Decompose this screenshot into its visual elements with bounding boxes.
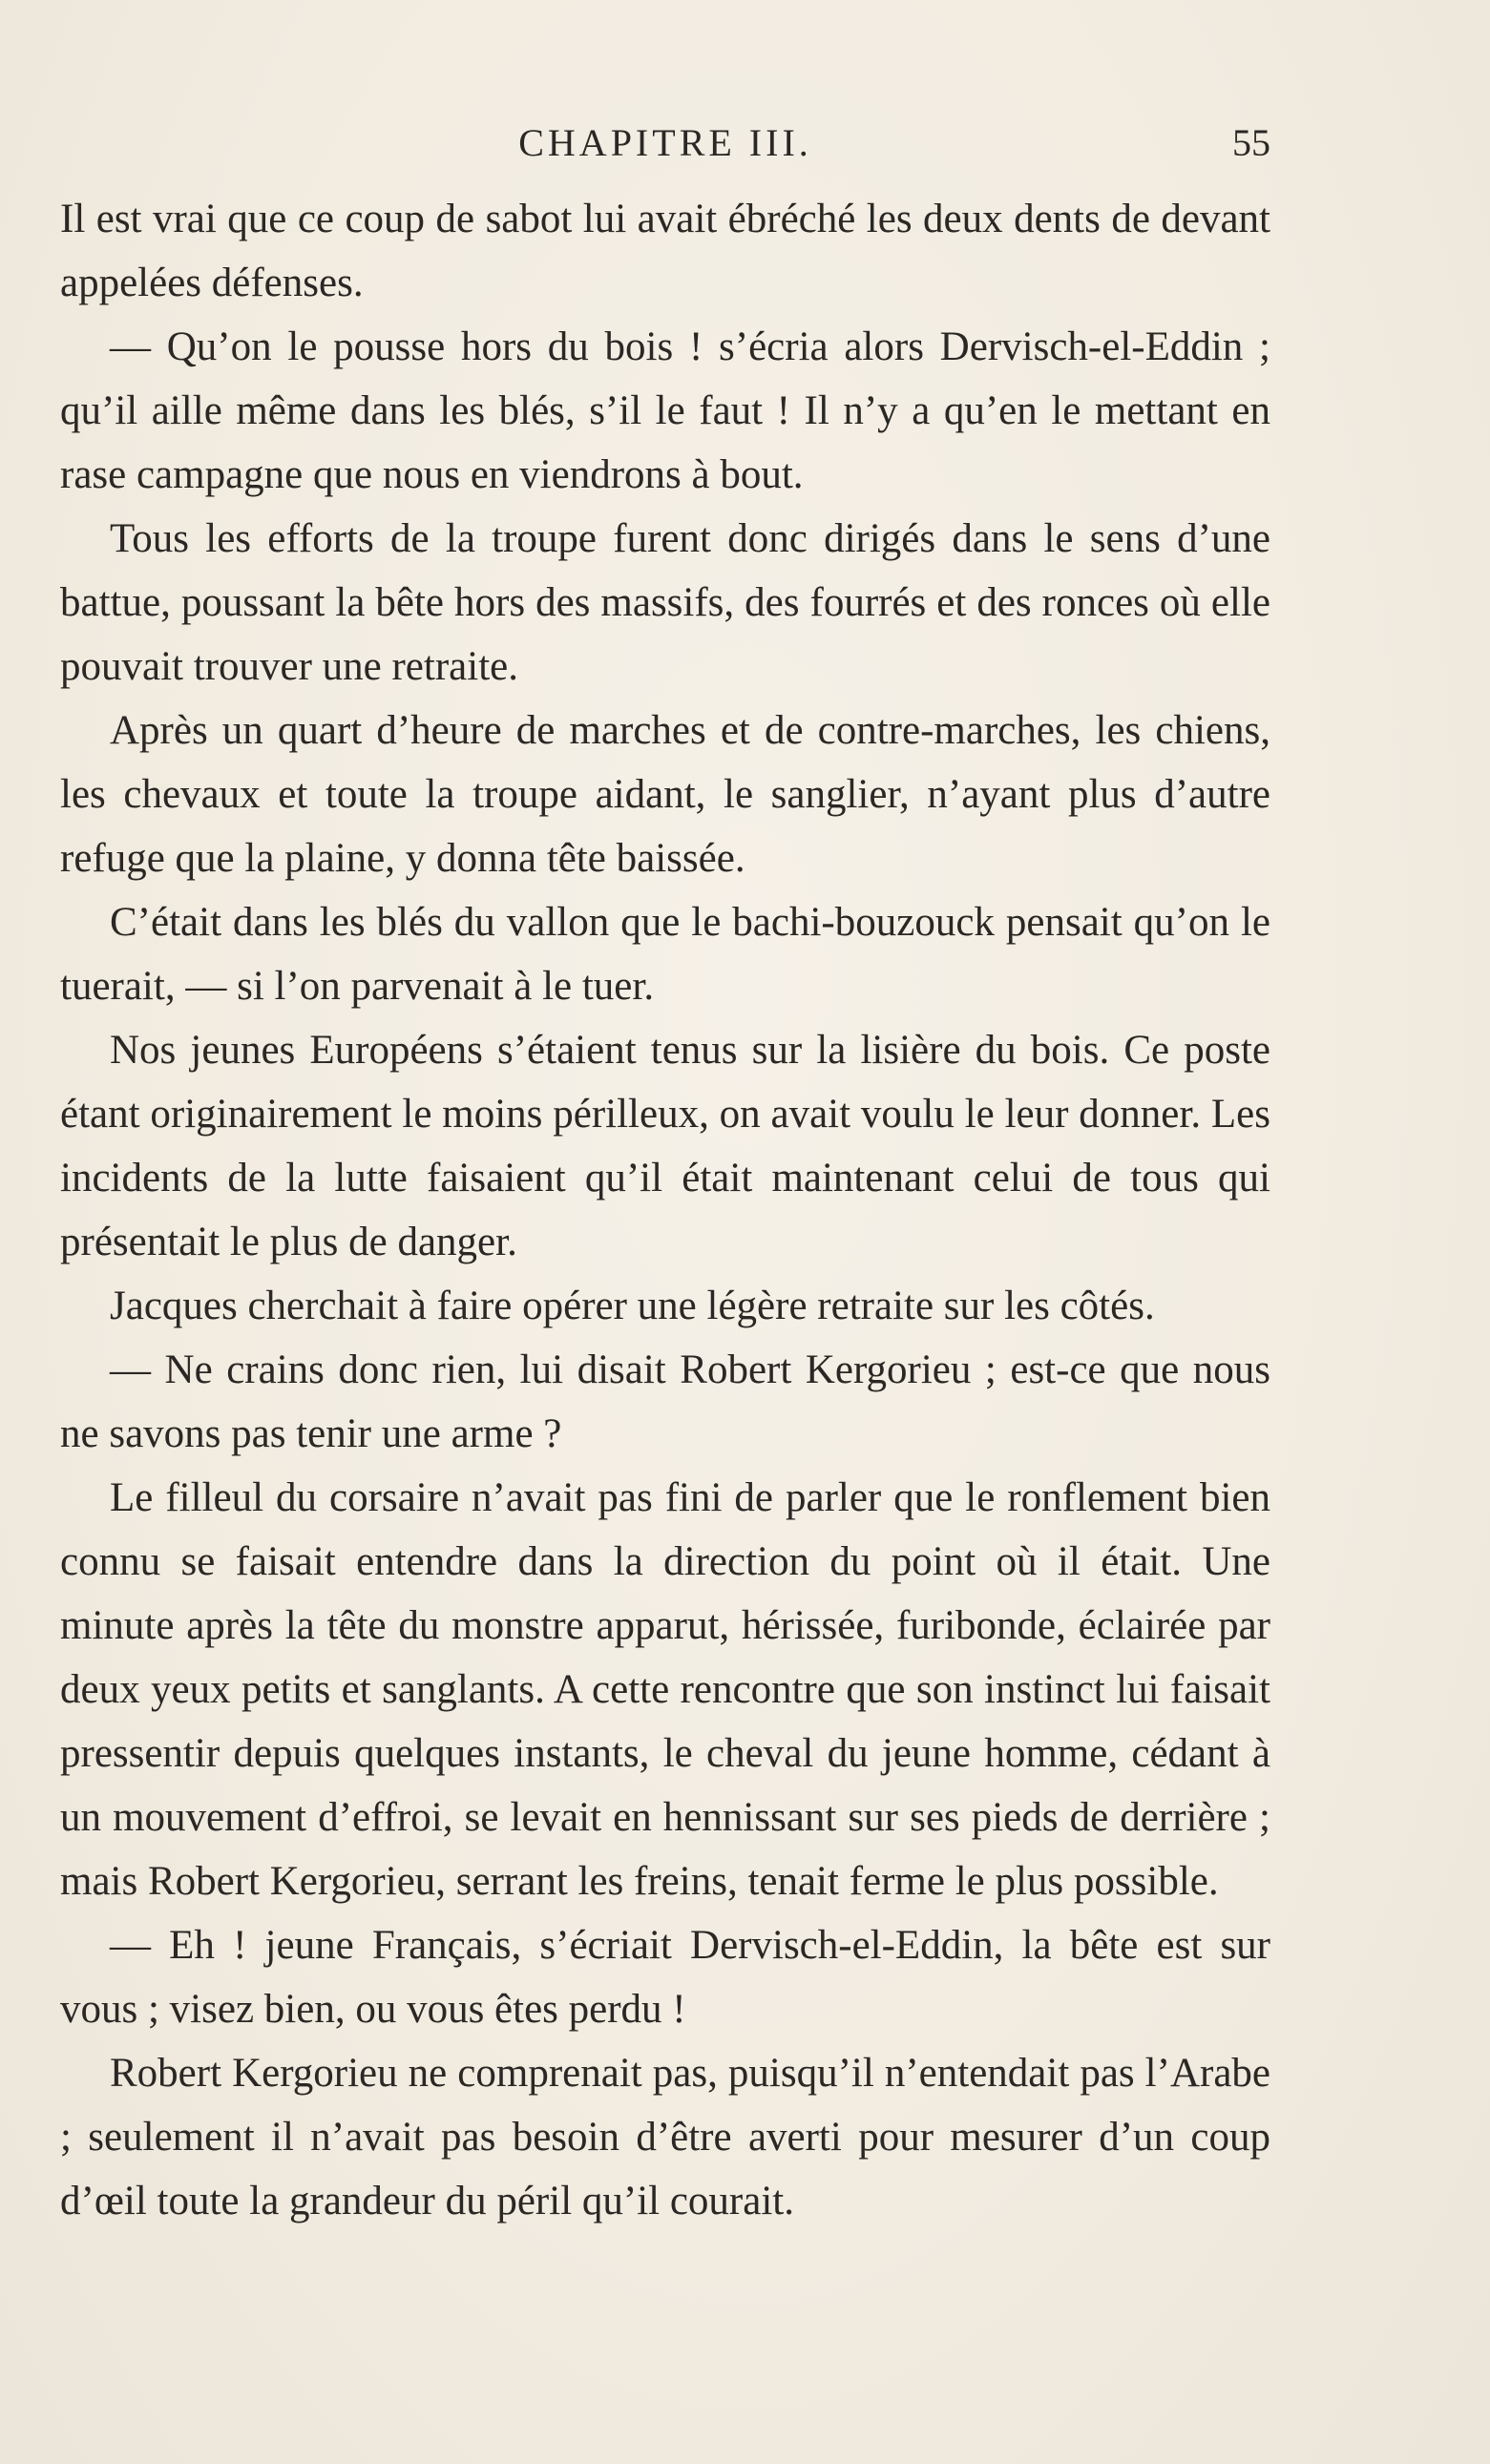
- paragraph: Le filleul du corsaire n’avait pas fini de parler que le ronflement bien connu se faisait entendre dans la direction du point où il était. Une minute après la tête du monstre apparut, hérissée, furibonde, éclairée par deux yeux petits et sanglants. A cette rencontre que son instinct lui faisait pressentir depuis quelques instants, le cheval du jeune homme, cédant à un mouvement d’effroi, se levait en hennissant sur ses pieds de derrière ; mais Robert Kergorieu, serrant les freins, tenait ferme le plus possible.: [60, 1475, 1270, 1904]
- paragraph: C’était dans les blés du vallon que le bachi-bouzouck pensait qu’on le tuerait, — si l’on parvenait à le tuer.: [60, 900, 1270, 1009]
- running-head: CHAPITRE III.: [518, 121, 812, 164]
- paragraph: Après un quart d’heure de marches et de contre-marches, les chiens, les chevaux et toute la troupe aidant, le sanglier, n’ayant plus d’autre refuge que la plaine, y donna tête baissée.: [60, 708, 1270, 881]
- paragraph: Jacques cherchait à faire opérer une légère retraite sur les côtés.: [110, 1284, 1155, 1328]
- paragraph: — Qu’on le pousse hors du bois ! s’écria alors Dervisch-el-Eddin ; qu’il aille même dans les blés, s’il le faut ! Il n’y a qu’en le mettant en rase campagne que nous en viendrons à bout.: [60, 324, 1270, 497]
- paragraph: Robert Kergorieu ne comprenait pas, puisqu’il n’entendait pas l’Arabe ; seulement il n’avait pas besoin d’être averti pour mesurer d’un coup d’œil toute la grandeur du péril qu’il courait.: [60, 2051, 1270, 2224]
- paragraph: — Ne crains donc rien, lui disait Robert Kergorieu ; est-ce que nous ne savons pas tenir une arme ?: [60, 1347, 1270, 1456]
- paragraph: — Eh ! jeune Français, s’écriait Dervisch-el-Eddin, la bête est sur vous ; visez bien, ou vous êtes perdu !: [60, 1923, 1270, 2032]
- paragraph: Nos jeunes Européens s’étaient tenus sur la lisière du bois. Ce poste étant originairement le moins périlleux, on avait voulu le leur donner. Les incidents de la lutte faisaient qu’il était maintenant celui de tous qui présentait le plus de danger.: [60, 1028, 1270, 1264]
- paragraph: Il est vrai que ce coup de sabot lui avait ébréché les deux dents de devant appelées défenses.: [60, 197, 1270, 305]
- body-text: [60, 187, 1270, 2233]
- paragraph: Tous les efforts de la troupe furent donc dirigés dans le sens d’une battue, poussant la bête hors des massifs, des fourrés et des ronces où elle pouvait trouver une retraite.: [60, 516, 1270, 689]
- page-number: 55: [1232, 121, 1270, 164]
- page-header: [60, 113, 1270, 170]
